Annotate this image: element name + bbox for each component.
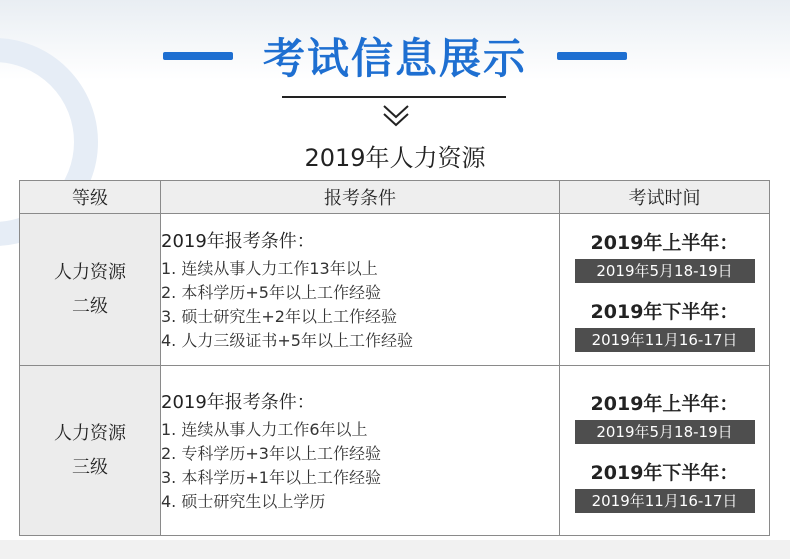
condition-item: 3. 本科学历+1年以上工作经验 <box>161 467 381 487</box>
exam-info-table <box>19 180 770 536</box>
session-label: 2019年下半年： <box>590 300 739 323</box>
exam-time-cell <box>560 214 770 366</box>
background-bottom <box>0 540 790 559</box>
level-grade: 三级 <box>72 456 108 478</box>
exam-session-second-half <box>560 458 769 513</box>
session-date-badge: 2019年5月18-19日 <box>575 259 755 283</box>
level-name: 人力资源 <box>54 261 126 283</box>
double-chevron-down-icon <box>382 103 410 129</box>
exam-session-first-half <box>560 389 769 458</box>
table-row-level-3 <box>20 366 770 536</box>
table-header-row <box>20 181 770 214</box>
column-header-time: 考试时间 <box>560 181 770 214</box>
level-cell <box>20 214 161 366</box>
conditions-cell <box>161 366 560 536</box>
condition-item: 4. 人力三级证书+5年以上工作经验 <box>161 330 413 350</box>
session-label: 2019年下半年： <box>590 461 739 484</box>
level-name: 人力资源 <box>54 422 126 444</box>
exam-session-second-half <box>560 297 769 352</box>
session-label: 2019年上半年： <box>590 231 739 254</box>
title-dash-right <box>557 52 627 60</box>
page-title: 考试信息展示 <box>262 34 527 83</box>
condition-item: 2. 本科学历+5年以上工作经验 <box>161 282 381 302</box>
session-label: 2019年上半年： <box>590 392 739 415</box>
column-header-conditions: 报考条件 <box>161 181 560 214</box>
session-date-badge: 2019年11月16-17日 <box>575 328 755 352</box>
exam-session-first-half <box>560 228 769 297</box>
conditions-title: 2019年报考条件： <box>161 391 315 413</box>
title-dash-left <box>163 52 233 60</box>
condition-item: 3. 硕士研究生+2年以上工作经验 <box>161 306 397 326</box>
page-subtitle: 2019年人力资源 <box>304 144 486 172</box>
table-row-level-2 <box>20 214 770 366</box>
level-cell <box>20 366 161 536</box>
session-date-badge: 2019年11月16-17日 <box>575 489 755 513</box>
conditions-cell <box>161 214 560 366</box>
condition-item: 1. 连续从事人力工作13年以上 <box>161 258 378 278</box>
session-date-badge: 2019年5月18-19日 <box>575 420 755 444</box>
condition-item: 1. 连续从事人力工作6年以上 <box>161 419 368 439</box>
conditions-title: 2019年报考条件： <box>161 230 315 252</box>
level-grade: 二级 <box>72 295 108 317</box>
page-title-area <box>0 26 790 86</box>
column-header-level: 等级 <box>20 181 161 214</box>
condition-item: 2. 专科学历+3年以上工作经验 <box>161 443 381 463</box>
condition-item: 4. 硕士研究生以上学历 <box>161 491 326 511</box>
exam-time-cell <box>560 366 770 536</box>
title-underline <box>282 96 506 98</box>
